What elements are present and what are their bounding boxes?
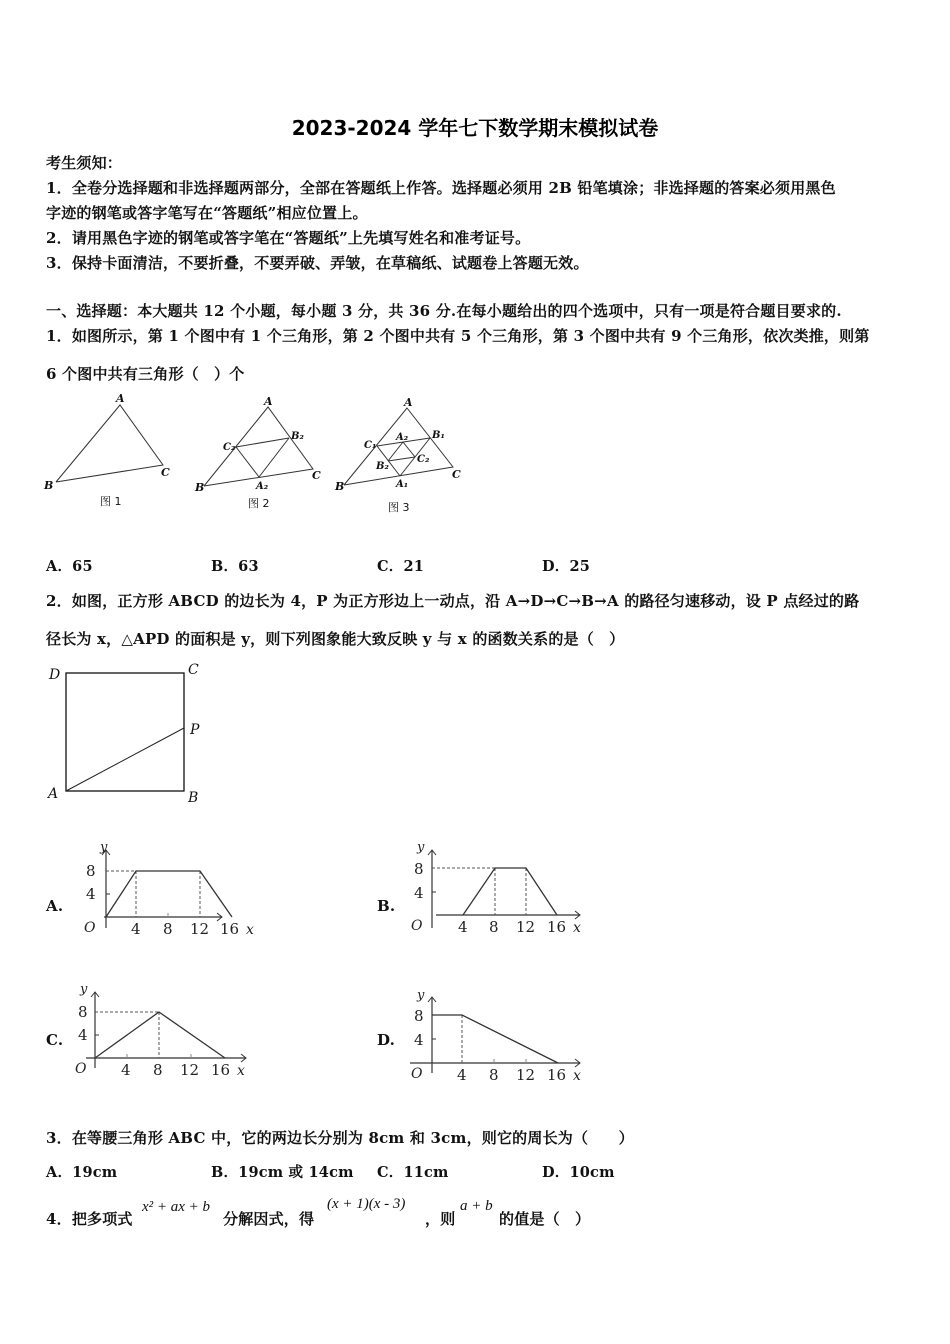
svg-text:4: 4 [121,1061,131,1079]
svg-text:A: A [116,392,125,405]
svg-text:B: B [44,479,54,492]
svg-text:8: 8 [163,920,173,938]
q1-option-d[interactable]: D．25 [542,558,591,575]
q1-option-b[interactable]: B．63 [211,558,259,575]
q1-option-a[interactable]: A．65 [46,558,93,575]
svg-text:y: y [100,840,108,855]
svg-text:4: 4 [414,1031,424,1049]
svg-text:B₂: B₂ [291,431,304,442]
q3-option-a[interactable]: A．19cm [46,1164,118,1181]
svg-text:4: 4 [131,920,141,938]
q3-option-c[interactable]: C．11cm [377,1164,449,1181]
svg-text:12: 12 [516,1066,536,1084]
svg-text:4: 4 [86,885,96,903]
svg-text:B₂: B₂ [376,461,389,472]
q2-option-c-label[interactable]: C. [46,1031,64,1049]
q2-option-a-graph[interactable] [70,840,270,940]
q4-middle: 分解因式，得 [223,1210,315,1228]
svg-text:x: x [573,1068,581,1084]
q4-prefix: 4．把多项式 [46,1210,133,1228]
figure-3 [334,396,461,514]
figure-2 [194,395,321,510]
q4-polynomial: x² + ax + b [142,1199,211,1215]
svg-text:x: x [573,920,581,936]
q2-option-c-graph[interactable] [70,980,270,1080]
notice-item-1: 1．全卷分选择题和非选择题两部分，全部在答题纸上作答。选择题必须用 2B 铅笔填涂；非选择题的答案必须用黑色 [46,179,836,197]
svg-text:16: 16 [547,918,567,936]
svg-text:A: A [404,396,413,409]
q2-line-2: 径长为 x，△APD 的面积是 y，则下列图象能大致反映 y 与 x 的函数关系的是（ ） [46,630,625,648]
svg-text:B: B [335,480,345,493]
svg-text:B₁: B₁ [432,430,445,441]
page-title: 2023-2024 学年七下数学期末模拟试卷 [291,116,659,140]
svg-text:C: C [161,466,170,479]
q2-option-d-graph[interactable] [400,985,600,1085]
svg-text:12: 12 [180,1061,200,1079]
svg-text:y: y [80,982,88,997]
svg-text:4: 4 [78,1026,88,1044]
svg-text:y: y [417,840,425,855]
q2-square-figure [30,655,230,810]
svg-text:C: C [452,468,461,481]
notice-item-1-cont: 字迹的钢笔或答字笔写在“答题纸”相应位置上。 [46,204,368,222]
svg-text:P: P [190,722,200,738]
svg-text:图 2: 图 2 [248,497,270,510]
q2-option-b-graph[interactable] [400,840,600,940]
svg-text:8: 8 [86,862,96,880]
svg-text:12: 12 [516,918,536,936]
svg-text:A₂: A₂ [256,481,269,492]
svg-text:O: O [411,1066,423,1082]
notice-item-3: 3．保持卡面清洁，不要折叠，不要弄破、弄皱，在草稿纸、试题卷上答题无效。 [46,254,589,272]
svg-text:A: A [48,786,59,802]
q3-option-b[interactable]: B．19cm 或 14cm [211,1164,354,1181]
svg-text:D: D [49,667,61,683]
svg-text:16: 16 [220,920,240,938]
svg-text:8: 8 [489,1066,499,1084]
svg-text:4: 4 [457,1066,467,1084]
q2-option-a-label[interactable]: A. [46,897,64,915]
q2-option-d-label[interactable]: D. [377,1031,396,1049]
q1-triangle-figures [30,390,480,520]
svg-text:B: B [195,481,205,494]
svg-text:B: B [188,790,199,806]
svg-text:A₂: A₂ [396,432,409,443]
svg-text:A₁: A₁ [396,479,409,490]
q3-option-d[interactable]: D．10cm [542,1164,615,1181]
figure-1 [43,392,170,508]
svg-text:8: 8 [78,1003,88,1021]
notice-item-2: 2．请用黑色字迹的钢笔或答字笔在“答题纸”上先填写姓名和准考证号。 [46,229,531,247]
q4-factored: (x + 1)(x - 3) [327,1196,406,1212]
q4-comma: ，则 [425,1210,456,1228]
svg-text:C₂: C₂ [417,454,430,465]
svg-text:O: O [75,1061,87,1077]
q1-option-c[interactable]: C．21 [377,558,425,575]
q4-suffix: 的值是（ ） [499,1210,591,1228]
svg-text:C₂: C₂ [223,442,236,453]
q2-line-1: 2．如图，正方形 ABCD 的边长为 4，P 为正方形边上一动点，沿 A→D→C→B→A 的路径匀速移动，设 P 点经过的路 [46,592,860,610]
svg-text:12: 12 [190,920,210,938]
svg-text:C₁: C₁ [364,440,377,451]
q1-line-1: 1．如图所示，第 1 个图中有 1 个三角形，第 2 个图中共有 5 个三角形，第 3 个图中共有 9 个三角形，依次类推，则第 [46,327,870,345]
svg-text:A: A [264,395,273,408]
svg-text:x: x [237,1063,245,1079]
svg-text:8: 8 [414,860,424,878]
svg-text:4: 4 [458,918,468,936]
q4-sum: a + b [460,1198,493,1214]
svg-text:8: 8 [489,918,499,936]
notice-heading: 考生须知： [46,154,123,172]
svg-text:16: 16 [211,1061,231,1079]
svg-text:C: C [188,662,199,678]
svg-text:O: O [411,918,423,934]
svg-text:O: O [84,920,96,936]
section-heading: 一、选择题：本大题共 12 个小题，每小题 3 分，共 36 分.在每小题给出的四个选项中，只有一项是符合题目要求的. [46,302,842,320]
svg-text:图 1: 图 1 [100,495,122,508]
svg-text:8: 8 [153,1061,163,1079]
svg-text:y: y [417,988,425,1003]
svg-text:8: 8 [414,1007,424,1025]
svg-text:4: 4 [414,884,424,902]
q1-line-2: 6 个图中共有三角形（ ）个 [46,365,245,383]
svg-text:C: C [312,469,321,482]
svg-text:x: x [246,922,254,938]
svg-text:16: 16 [547,1066,567,1084]
svg-text:图 3: 图 3 [388,501,410,514]
q3-text: 3．在等腰三角形 ABC 中，它的两边长分别为 8cm 和 3cm，则它的周长为（ ） [46,1129,634,1147]
q2-option-b-label[interactable]: B. [377,897,396,915]
